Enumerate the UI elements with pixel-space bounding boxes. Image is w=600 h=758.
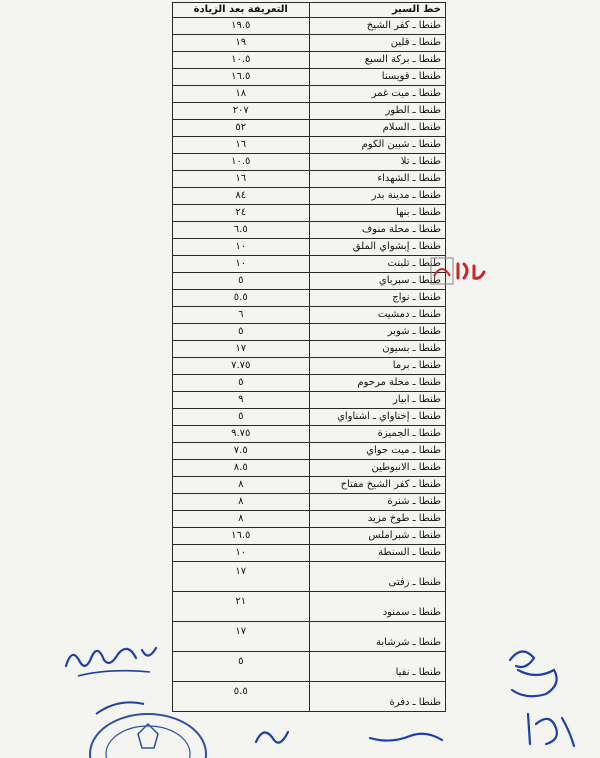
fare-cell: ٧.٥ [173, 443, 310, 460]
table-row [173, 256, 446, 273]
fare-cell: ٩.٧٥ [173, 426, 310, 443]
fare-cell: ٥.٥ [173, 290, 310, 307]
fare-cell: ١٦.٥ [173, 69, 310, 86]
table-row [173, 545, 446, 562]
fare-cell: ٨ [173, 494, 310, 511]
table-row [173, 18, 446, 35]
signature-bottom [250, 718, 450, 751]
fare-cell: ٥٢ [173, 120, 310, 137]
fare-cell: ٥.٥ [173, 682, 310, 712]
route-cell: طنطا ـ ميت غمر [309, 86, 446, 103]
route-cell: طنطا ـ طوخ مزيد [309, 511, 446, 528]
route-cell: طنطا ـ بسيون [309, 341, 446, 358]
signature-left [58, 632, 168, 682]
route-cell: طنطا ـ الشهداء [309, 171, 446, 188]
route-cell: طنطا ـ الطور [309, 103, 446, 120]
fare-cell: ٦ [173, 307, 310, 324]
fare-cell: ٨ [173, 477, 310, 494]
route-cell: طنطا ـ الجميزة [309, 426, 446, 443]
table-row [173, 341, 446, 358]
route-cell: طنطا ـ محلة منوف [309, 222, 446, 239]
route-cell: طنطا ـ السنطة [309, 545, 446, 562]
fare-cell: ٩ [173, 392, 310, 409]
table-row [173, 426, 446, 443]
table-row [173, 443, 446, 460]
route-cell: طنطا ـ السلام [309, 120, 446, 137]
route-cell: طنطا ـ قويسنا [309, 69, 446, 86]
official-seal-stamp [78, 688, 218, 758]
route-cell: طنطا ـ ابيار [309, 392, 446, 409]
fare-cell: ١٦.٥ [173, 528, 310, 545]
fare-cell: ١٠.٥ [173, 154, 310, 171]
fare-cell: ٥ [173, 652, 310, 682]
route-cell: طنطا ـ سبرباي [309, 273, 446, 290]
table-row [173, 392, 446, 409]
table-row [173, 307, 446, 324]
table-row [173, 35, 446, 52]
table-row [173, 562, 446, 592]
fare-cell: ٥ [173, 273, 310, 290]
route-cell: طنطا ـ دفرة [309, 682, 446, 712]
fare-cell: ١٦ [173, 137, 310, 154]
table-row [173, 375, 446, 392]
table-row [173, 120, 446, 137]
table-row [173, 205, 446, 222]
table-row [173, 290, 446, 307]
fare-cell: ٨٤ [173, 188, 310, 205]
fare-cell: ١٧ [173, 341, 310, 358]
table-row [173, 528, 446, 545]
fare-cell: ١٧ [173, 562, 310, 592]
ahl-masr-logo-watermark [430, 256, 490, 286]
table-row [173, 494, 446, 511]
table-row [173, 137, 446, 154]
route-cell: طنطا ـ مدينة بدر [309, 188, 446, 205]
route-cell: طنطا ـ سمنود [309, 592, 446, 622]
route-cell: طنطا ـ تلا [309, 154, 446, 171]
table-row [173, 273, 446, 290]
table-row [173, 511, 446, 528]
route-cell: طنطا ـ الانبوطين [309, 460, 446, 477]
route-cell: طنطا ـ بنها [309, 205, 446, 222]
route-cell: طنطا ـ تلبنت [309, 256, 446, 273]
fare-cell: ٥ [173, 324, 310, 341]
table-header-row [173, 3, 446, 18]
route-cell: طنطا ـ قلين [309, 35, 446, 52]
route-cell: طنطا ـ كفر الشيخ مفتاح [309, 477, 446, 494]
fare-table [172, 2, 446, 712]
table-row [173, 460, 446, 477]
fare-cell: ١٧ [173, 622, 310, 652]
table-row [173, 86, 446, 103]
fare-cell: ١٠.٥ [173, 52, 310, 69]
header-route: خط السير [309, 3, 446, 18]
fare-cell: ٢٤ [173, 205, 310, 222]
signature-right [496, 640, 576, 704]
route-cell: طنطا ـ شبراملس [309, 528, 446, 545]
route-cell: طنطا ـ نفيا [309, 652, 446, 682]
table-row [173, 358, 446, 375]
route-cell: طنطا ـ ميت حواي [309, 443, 446, 460]
table-row [173, 188, 446, 205]
header-fare: التعريفة بعد الزيادة [173, 3, 310, 18]
fare-cell: ١٠ [173, 239, 310, 256]
route-cell: طنطا ـ إخناواي ـ اشناواي [309, 409, 446, 426]
route-cell: طنطا ـ شبين الكوم [309, 137, 446, 154]
fare-cell: ٨ [173, 511, 310, 528]
table-row [173, 52, 446, 69]
table-row [173, 171, 446, 188]
route-cell: طنطا ـ شنرة [309, 494, 446, 511]
table-row [173, 239, 446, 256]
table-row [173, 222, 446, 239]
route-cell: طنطا ـ بركة السبع [309, 52, 446, 69]
route-cell: طنطا ـ دمشيت [309, 307, 446, 324]
table-row [173, 652, 446, 682]
table-row [173, 69, 446, 86]
fare-cell: ٥ [173, 409, 310, 426]
route-cell: طنطا ـ شوبر [309, 324, 446, 341]
fare-cell: ٦.٥ [173, 222, 310, 239]
fare-cell: ١٩ [173, 35, 310, 52]
route-cell: طنطا ـ زفتى [309, 562, 446, 592]
route-cell: طنطا ـ نواج [309, 290, 446, 307]
route-cell: طنطا ـ محلة مرحوم [309, 375, 446, 392]
table-row [173, 409, 446, 426]
table-row [173, 324, 446, 341]
table-row [173, 103, 446, 120]
fare-cell: ١٨ [173, 86, 310, 103]
signature-bottom-right [520, 704, 580, 750]
route-cell: طنطا ـ إبشواي الملق [309, 239, 446, 256]
fare-cell: ٢١ [173, 592, 310, 622]
fare-cell: ١٠ [173, 545, 310, 562]
fare-cell: ١٦ [173, 171, 310, 188]
table-row [173, 154, 446, 171]
fare-cell: ١٩.٥ [173, 18, 310, 35]
fare-table-body [173, 18, 446, 712]
fare-cell: ١٠ [173, 256, 310, 273]
route-cell: طنطا ـ برما [309, 358, 446, 375]
fare-cell: ٨.٥ [173, 460, 310, 477]
fare-cell: ٢٠٧ [173, 103, 310, 120]
fare-cell: ٥ [173, 375, 310, 392]
table-row [173, 477, 446, 494]
route-cell: طنطا ـ كفر الشيخ [309, 18, 446, 35]
table-row [173, 592, 446, 622]
table-row [173, 622, 446, 652]
fare-cell: ٧.٧٥ [173, 358, 310, 375]
route-cell: طنطا ـ شرشابة [309, 622, 446, 652]
